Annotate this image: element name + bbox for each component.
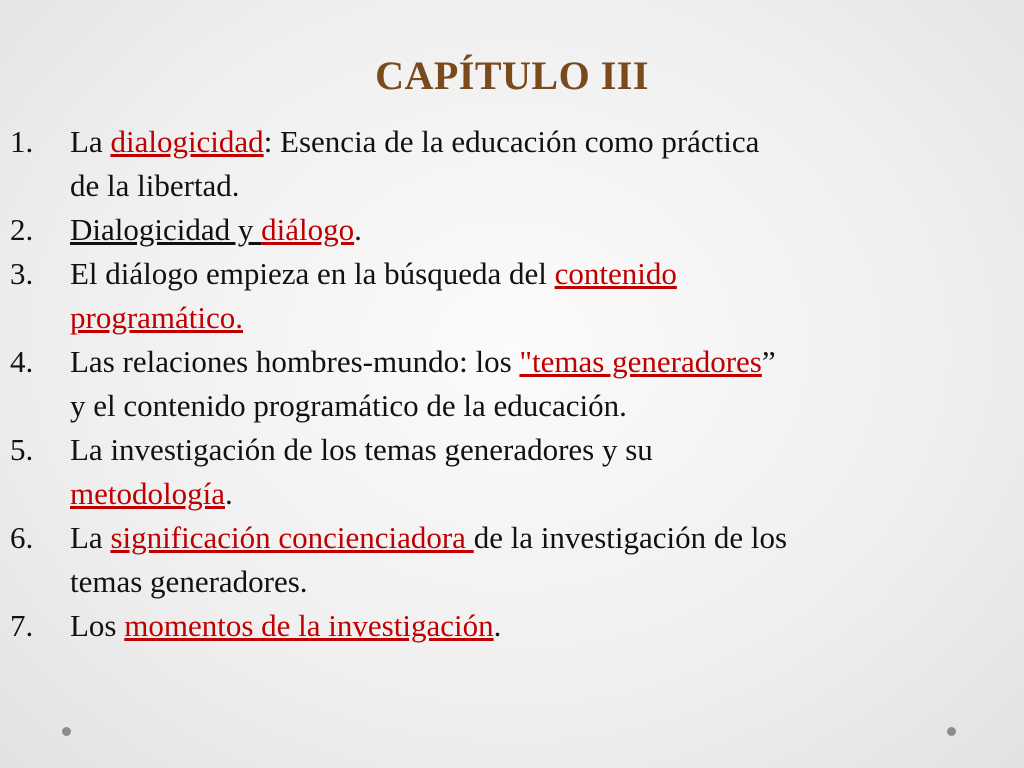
item-text: La investigación de los temas generadores y su	[70, 432, 653, 467]
list-item-2	[10, 208, 1010, 252]
list-number: 1.	[10, 124, 34, 159]
list-number: 4.	[10, 344, 34, 379]
decorative-dot-left	[62, 727, 71, 736]
list-item-4	[10, 340, 1010, 428]
item-text: de la investigación de los	[473, 520, 788, 555]
chapter-list	[10, 120, 1010, 648]
item-text: La	[70, 124, 111, 159]
item-text: Las relaciones hombres-mundo: los	[70, 344, 520, 379]
list-number: 3.	[10, 256, 34, 291]
item-text: .	[354, 212, 362, 247]
list-number: 2.	[10, 212, 34, 247]
decorative-dot-right	[947, 727, 956, 736]
list-number: 5.	[10, 432, 34, 467]
link-significacion[interactable]: significación concienciadora	[110, 520, 474, 555]
link-metodologia[interactable]: metodología	[70, 476, 225, 511]
link-contenido[interactable]: contenido	[554, 256, 677, 291]
item-text: .	[493, 608, 502, 643]
item-text: Los	[70, 608, 125, 643]
item-text: ”	[761, 344, 776, 379]
item-text: La	[70, 520, 111, 555]
list-number: 6.	[10, 520, 34, 555]
link-momentos[interactable]: momentos de la investigación	[124, 608, 494, 643]
item-text: : Esencia de la educación como práctica	[263, 124, 760, 159]
item-text: .	[224, 476, 233, 511]
item-text: Dialogicidad y	[70, 212, 262, 247]
list-item-6	[10, 516, 1010, 604]
list-item-3	[10, 252, 1010, 340]
link-programatico[interactable]: programático.	[70, 300, 244, 335]
list-item-1	[10, 120, 1010, 208]
item-text: temas generadores.	[70, 564, 308, 599]
page-title: CAPÍTULO III	[375, 53, 649, 98]
link-temas-generadores[interactable]: "temas generadores	[519, 344, 762, 379]
item-text: El diálogo empieza en la búsqueda del	[70, 256, 555, 291]
item-text: de la libertad.	[70, 168, 240, 203]
list-item-7	[10, 604, 1010, 648]
link-dialogo[interactable]: diálogo	[261, 212, 355, 247]
list-number: 7.	[10, 608, 34, 643]
item-text: y el contenido programático de la educación.	[70, 388, 627, 423]
list-item-5	[10, 428, 1010, 516]
link-dialogicidad[interactable]: dialogicidad	[110, 124, 264, 159]
